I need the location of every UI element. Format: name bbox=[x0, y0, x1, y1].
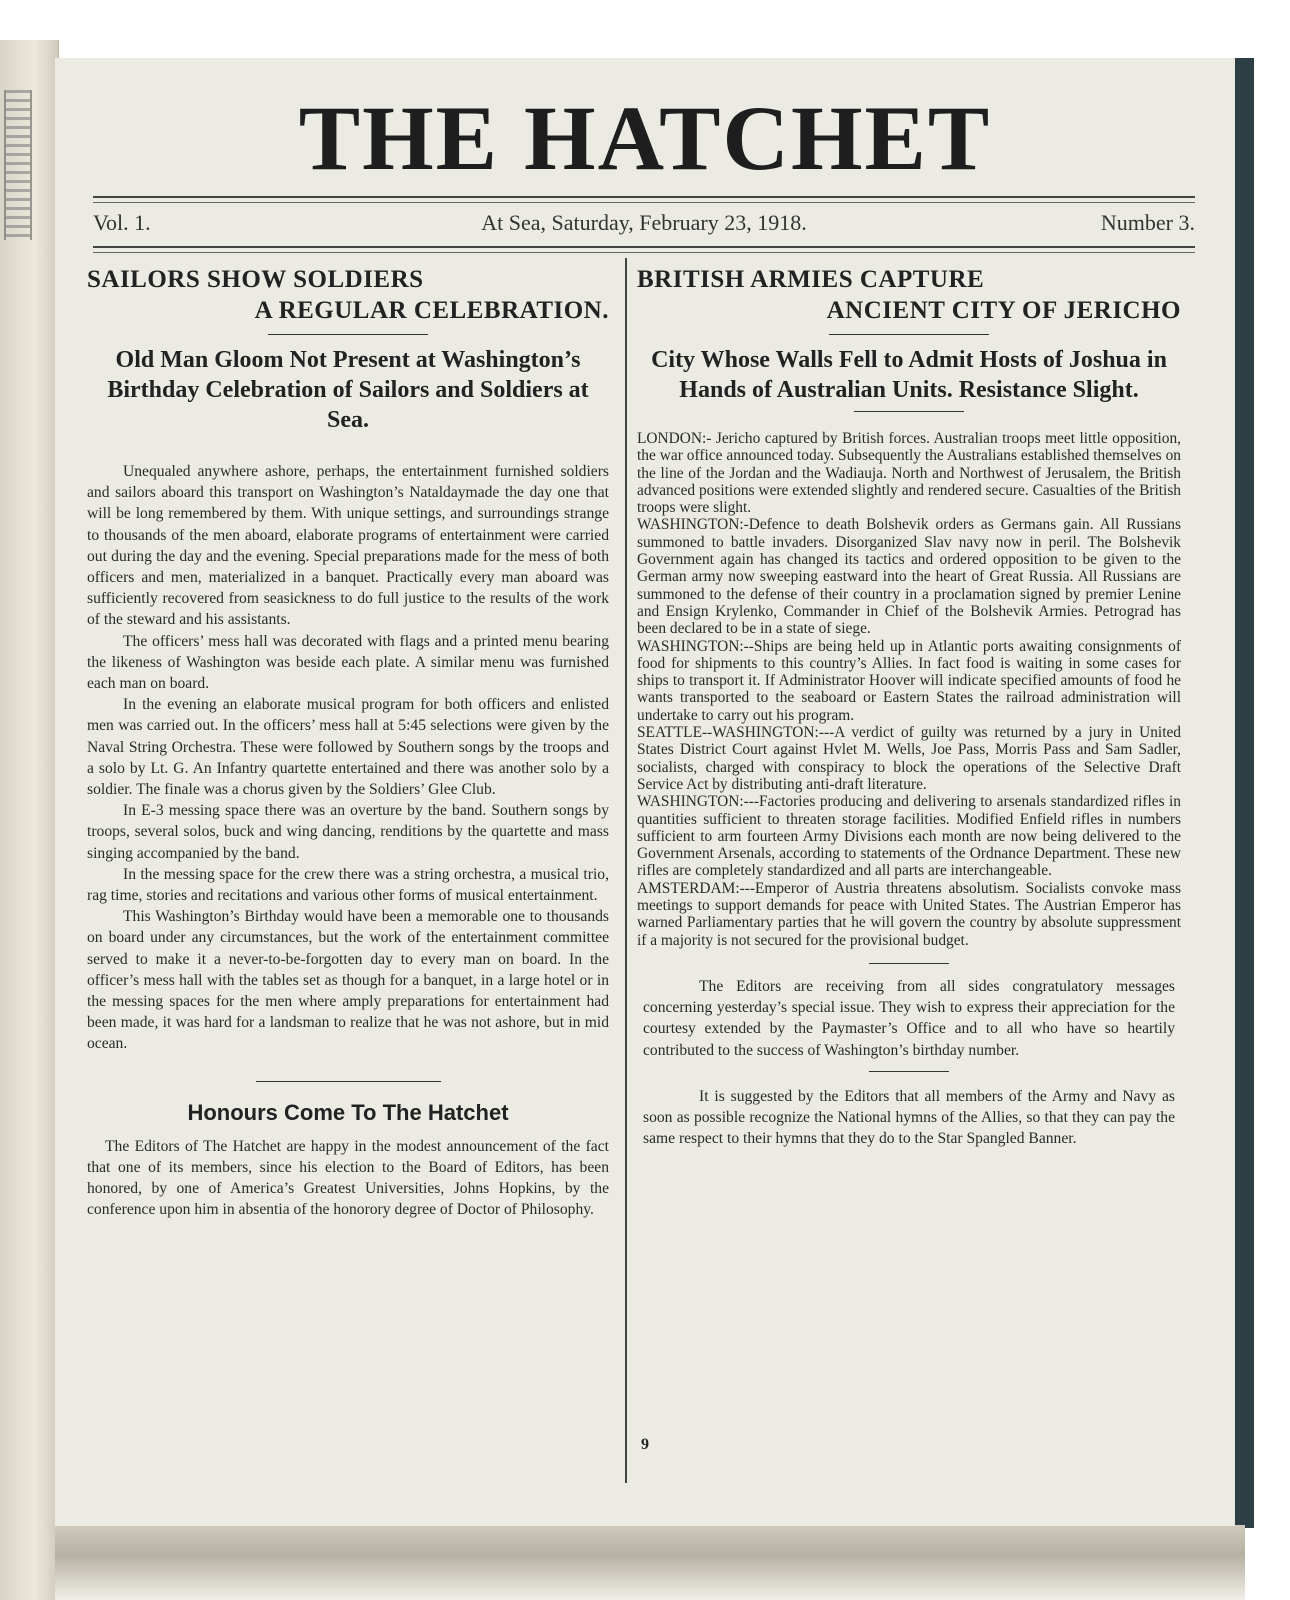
volume-label: Vol. 1. bbox=[93, 210, 151, 235]
dispatch: WASHINGTON:--Ships are being held up in Atlantic ports awaiting consignments of food for shipments to this country’s Allies. In fact food is waiting in some cases for ships to transport it. If Administrator Hoover will indicate specified amounts of food he wants transported to the seaboard or Eastern States the railroad administration will undertake to carry out his program. bbox=[637, 637, 1181, 724]
masthead-title: THE HATCHET bbox=[298, 87, 992, 189]
honours-headline: Honours Come To The Hatchet bbox=[187, 1099, 509, 1125]
masthead-rule-bottom bbox=[93, 246, 1195, 253]
headline-divider bbox=[268, 334, 428, 335]
column-divider bbox=[625, 258, 627, 1483]
article-paragraph: In the evening an elaborate musical program for both officers and enlisted men was carried out. In the officers’ mess hall at 5:45 selections were given by the Naval String Orchestra. These were followed by Southern songs by the troops and a solo by Lt. G. An Infantry quartette entertained and there was another solo by a soldier. The finale was a chorus given by the Soldiers’ Glee Club. bbox=[87, 696, 609, 799]
headline-line-1: SAILORS SHOW SOLDIERS bbox=[87, 266, 424, 293]
headline-line-2: A REGULAR CELEBRATION. bbox=[254, 297, 609, 324]
headline-line-2: ANCIENT CITY OF JERICHO bbox=[826, 297, 1181, 324]
book-cover-board bbox=[1232, 58, 1254, 1528]
article-paragraph: In E-3 messing space there was an overture by the band. Southern songs by troops, several solos, buck and wing dancing, renditions by the quartette and mass singing accompanied by the band. bbox=[87, 802, 609, 862]
issue-number: Number 3. bbox=[1100, 210, 1195, 235]
article-paragraph: Unequaled anywhere ashore, perhaps, the entertainment furnished soldiers and sailors aboard this transport on Washington’s Nataldaymade the day one that will be long remembered by them. With unique settings, and surroundings strange to thousands of the men aboard, elaborate programs of entertainment were carried out during the day and the evening. Special preparations made for the mess of both officers and men, materialized in a banquet. Practically every man aboard was sufficiently recovered from seasickness to do full justice to the results of the work of the steward and his assistants. bbox=[87, 463, 609, 629]
section-divider bbox=[869, 1071, 949, 1072]
masthead-rule-top bbox=[93, 196, 1195, 203]
dispatch: AMSTERDAM:---Emperor of Austria threatens absolutism. Socialists convoke mass meetings to support demands for peace with United States. The Austrian Emperor has warned Parliamentary parties that he will govern the country by absolute suppressment if a majority is not secured for the provisional budget. bbox=[637, 879, 1181, 949]
right-column bbox=[637, 264, 1181, 1149]
page-number: 9 bbox=[641, 1436, 649, 1453]
article-paragraph: The officers’ mess hall was decorated with flags and a printed menu bearing the likeness of Washington was beside each plate. A similar menu was furnished each man on board. bbox=[87, 632, 609, 693]
editors-paragraph: It is suggested by the Editors that all members of the Army and Navy as soon as possible recognize the National hymns of the Allies, so that they can pay the same respect to their hymns that they do to the Star Spangled Banner. bbox=[643, 1087, 1175, 1148]
dispatch: LONDON:- Jericho captured by British forces. Australian troops meet little opposition, the war office announced today. Subsequently the Australians established themselves on the line of the Jordan and the Wadiauja. North and Northwest of Jerusalem, the British advanced positions were extended slightly and rendered secure. Casualties of the British troops were slight. bbox=[637, 430, 1181, 517]
left-column bbox=[87, 264, 609, 1221]
headline-line-1: BRITISH ARMIES CAPTURE bbox=[637, 266, 985, 293]
celebration-subhead: Old Man Gloom Not Present at Washington’s Birthday Celebration of Sailors and Soldiers at Sea. bbox=[107, 347, 589, 433]
page-stack-edge bbox=[55, 1525, 1245, 1600]
honours-paragraph: The Editors of The Hatchet are happy in the modest announcement of the fact that one of its members, since his election to the Board of Editors, has been honored, by one of America’s Greatest Universities, Johns Hopkins, by the conference upon him in absentia of the honorory degree of Doctor of Philosophy. bbox=[87, 1137, 609, 1219]
news-dispatches bbox=[637, 430, 1181, 949]
article-paragraph: This Washington’s Birthday would have been a memorable one to thousands on board under any circumstances, but the work of the entertainment committee served to make it a never-to-be-forgotten day to every man on board. In the officer’s mess hall with the tables set as though for a banquet, in a large hotel or in the messing spaces for the men where amply preparations for entertainment had been made, it was hard for a landsman to realize that he was not ashore, but in mid ocean. bbox=[87, 908, 609, 1053]
jericho-headline bbox=[637, 264, 1181, 326]
jericho-subhead: City Whose Walls Fell to Admit Hosts of Joshua in Hands of Australian Units. Resistance Slight. bbox=[651, 347, 1167, 403]
spine-illustration bbox=[4, 90, 32, 240]
section-divider bbox=[869, 963, 949, 964]
article-paragraph: In the messing space for the crew there was a string orchestra, a musical trio, rag time, stories and recitations and various other forms of musical entertainment. bbox=[87, 865, 609, 905]
book-left-edge bbox=[0, 40, 59, 1600]
honours-article bbox=[87, 1136, 609, 1221]
editors-paragraph: The Editors are receiving from all sides congratulatory messages concerning yesterday’s special issue. They wish to express their appreciation for the courtesy extended by the Paymaster’s Office and to all who have so heartily contributed to the success of Washington’s birthday number. bbox=[643, 977, 1175, 1059]
dateline bbox=[93, 210, 1195, 240]
editors-note-congratulations bbox=[637, 976, 1181, 1061]
dispatch: SEATTLE--WASHINGTON:---A verdict of guilty was returned by a jury in United States District Court against Hvlet M. Wells, Joe Pass, Morris Pass and Sam Sadler, socialists, charged with conspiracy to block the operations of the Selective Draft Service Act by distributing anti-draft literature. bbox=[637, 724, 1181, 793]
celebration-article bbox=[87, 461, 609, 1055]
dispatch: WASHINGTON:---Factories producing and delivering to arsenals standardized rifles in quantities sufficient to threaten storage facilities. Modified Enfield rifles in numbers sufficient to arm fourteen Army Divisions each month are now being delivered to the Government Arsenals, according to statements of the Ordnance Department. These new rifles are completely standardized and all parts are interchangeable. bbox=[637, 793, 1181, 880]
newspaper-page bbox=[55, 58, 1235, 1526]
dispatch: WASHINGTON:-Defence to death Bolshevik orders as Germans gain. All Russians summoned to battle invaders. Disorganized Slav navy now in peril. The Bolshevik Government again has changed its tactics and ordered opposition to be given to the German army now sweeping eastward into the heart of Great Russia. All Russians are summoned to the defense of their country in a proclamation signed by premier Lenine and Ensign Krylenko, Commander in Chief of the Bolshevik Armies. Petrograd has been declared to be in a state of siege. bbox=[637, 516, 1181, 638]
place-date: At Sea, Saturday, February 23, 1918. bbox=[481, 210, 807, 235]
celebration-headline bbox=[87, 264, 609, 326]
subhead-divider bbox=[854, 411, 964, 412]
headline-divider bbox=[829, 334, 989, 335]
editors-note-hymns bbox=[637, 1086, 1181, 1150]
